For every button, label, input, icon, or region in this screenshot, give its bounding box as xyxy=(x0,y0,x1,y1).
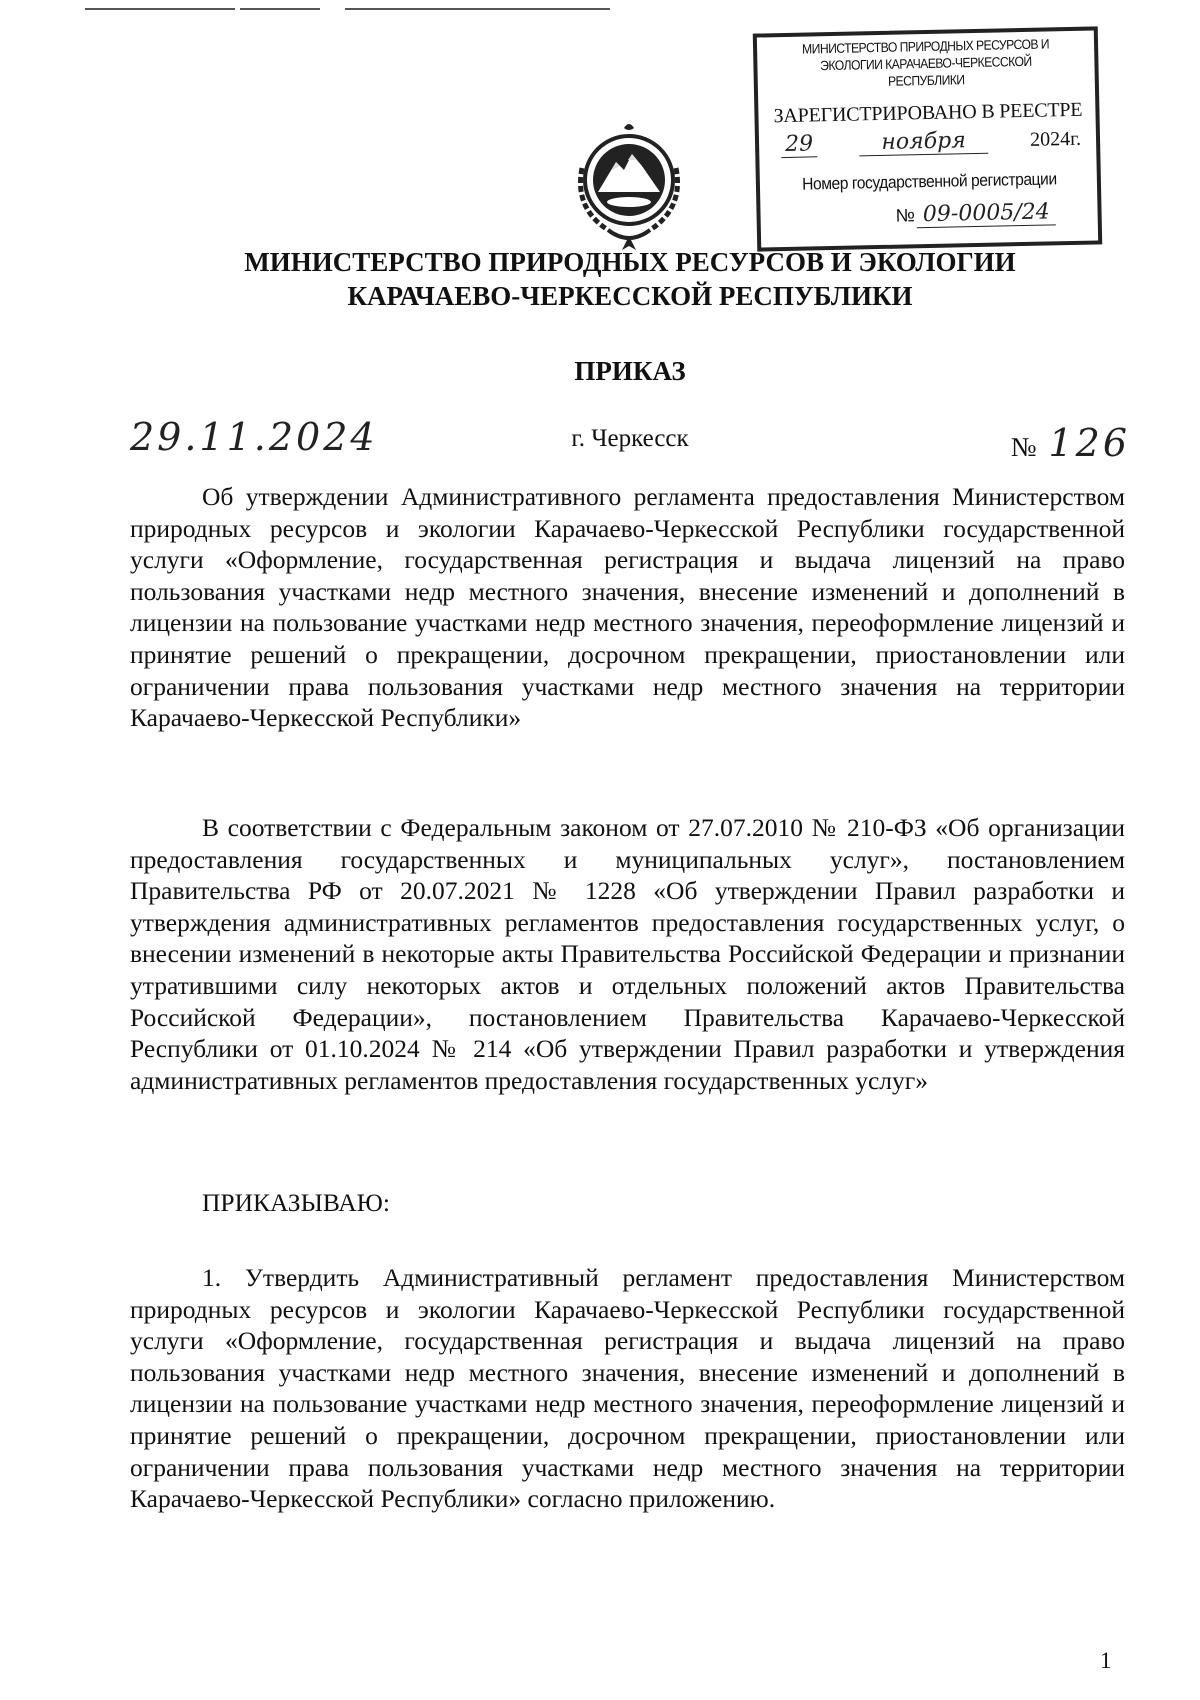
stamp-number-label: Номер государственной регистрации xyxy=(801,169,1057,194)
order-city: г. Черкесск xyxy=(571,425,689,452)
stamp-date xyxy=(781,126,1081,158)
scan-line xyxy=(85,8,235,10)
stamp-day: 29 xyxy=(781,131,818,158)
stamp-ministry: МИНИСТЕРСТВО ПРИРОДНЫХ РЕСУРСОВ И ЭКОЛОГИИ КАРАЧАЕВО-ЧЕРКЕССКОЙ РЕСПУБЛИКИ xyxy=(801,36,1050,89)
order-number-prefix: № xyxy=(1010,432,1037,462)
legal-basis-paragraph: В соответствии с Федеральным законом от 27.07.2010 № 210-ФЗ «Об организации предоставления государственных и муниципальных услуг», постановлением Правительства РФ от 20.07.2021 № 1228 «Об утверждении Правил разработки и утверждения административных регламентов предоставления государственных услуг, о внесении изменений в некоторые акты Правительства Российской Федерации и признании утратившими силу некоторых актов и отдельных положений актов Правительства Российской Федерации», постановлением Правительства Карачаево-Черкесской Республики от 01.10.2024 № 214 «Об утверждении Правил разработки и утверждения административных регламентов предоставления государственных услуг» xyxy=(130,813,1125,1095)
scan-line xyxy=(345,8,610,10)
registration-stamp xyxy=(753,26,1102,251)
page-number: 1 xyxy=(1100,1648,1112,1673)
order-subject: Об утверждении Административного регламента предоставления Министерством природных ресурсов и экологии Карачаево-Черкесской Республики государственной услуги «Оформление, государственная регистрация и выдача лицензий на право пользования участками недр местного значения, внесение изменений и дополнений в лицензии на пользование участками недр местного значения, переоформление лицензий и принятие решений о прекращении, досрочном прекращении, приостановлении или ограничении права пользования участками недр местного значения на территории Карачаево-Черкесской Республики» xyxy=(130,482,1125,733)
coat-of-arms-emblem xyxy=(568,118,690,258)
order-item-1: 1. Утвердить Административный регламент предоставления Министерством природных ресурсов и экологии Карачаево-Черкесской Республики государственной услуги «Оформление, государственная регистрация и выдача лицензий на право пользования участками недр местного значения, внесение изменений и дополнений в лицензии на пользование участками недр местного значения, переоформление лицензий и принятие решений о прекращении, досрочном прекращении, приостановлении или ограничении права пользования участками недр местного значения на территории Карачаево-Черкесской Республики» согласно приложению. xyxy=(130,1263,1125,1514)
stamp-number-prefix: № xyxy=(895,205,916,226)
order-meta xyxy=(130,415,1130,465)
stamp-month: ноября xyxy=(859,128,988,157)
ministry-title-line2: КАРАЧАЕВО-ЧЕРКЕССКОЙ РЕСПУБЛИКИ xyxy=(347,281,913,311)
stamp-number xyxy=(895,199,1056,228)
ministry-title-line1: МИНИСТЕРСТВО ПРИРОДНЫХ РЕСУРСОВ И ЭКОЛОГИИ xyxy=(244,247,1016,277)
order-date: 29.11.2024 xyxy=(130,415,378,459)
stamp-year: 2024г. xyxy=(1029,127,1082,151)
order-directive: ПРИКАЗЫВАЮ: xyxy=(202,1188,390,1217)
order-number xyxy=(1011,421,1130,465)
order-number-value: 126 xyxy=(1048,421,1130,465)
stamp-number-value: 09-0005/24 xyxy=(917,199,1056,228)
scan-line xyxy=(240,8,320,10)
order-title: ПРИКАЗ xyxy=(574,356,686,386)
stamp-registered: ЗАРЕГИСТРИРОВАНО В РЕЕСТРЕ xyxy=(773,98,1083,128)
